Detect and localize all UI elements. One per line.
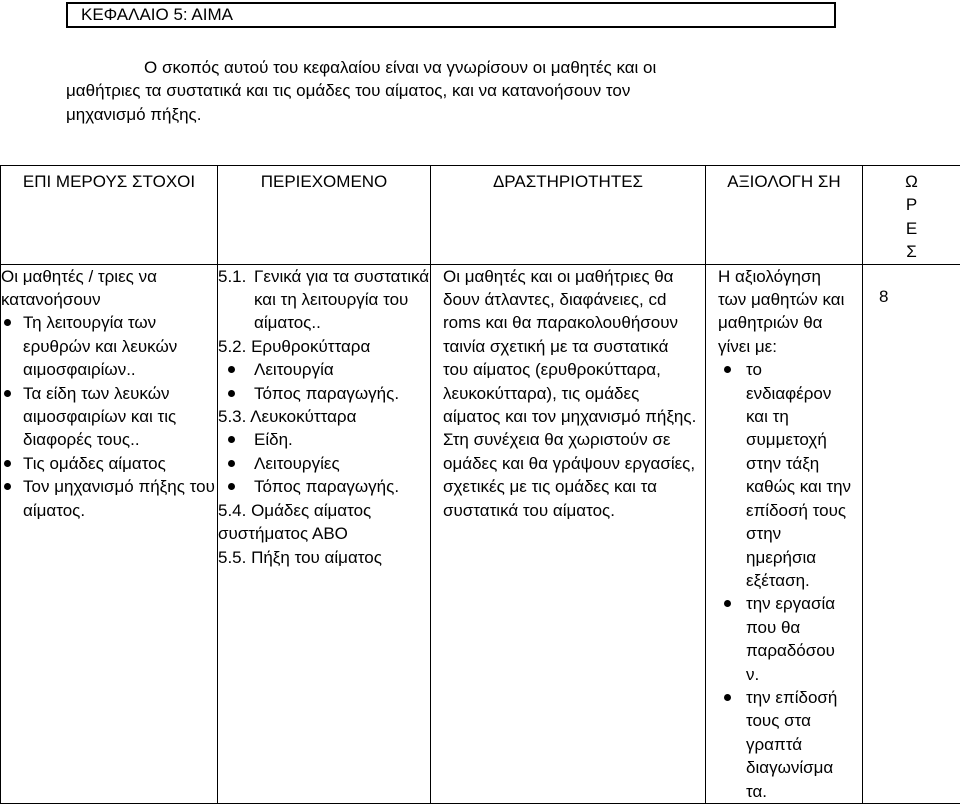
content-section-3: 5.3. Λευκοκύτταρα xyxy=(218,405,430,428)
activities-text: Οι μαθητές και οι μαθήτριες θα δουν άτλαντες, διαφάνειες, cd roms και θα παρακολουθήσουν ταινία σχετική με τα συστατικά του αίματος (ερυθροκύτταρα, λευκοκύτταρα), τις ομάδες αίματος και τον μηχανισμό πήξης. Στη συνέχεια θα χωριστούν σε ομάδες και θα γράψουν εργασίες, σχετικές με τις ομάδες και τα συστατικά του αίματος. xyxy=(443,265,697,522)
list-item: Τόπος παραγωγής. xyxy=(218,475,430,498)
objectives-cell xyxy=(1,264,218,803)
hours-value: 8 xyxy=(879,287,888,306)
table-header-row xyxy=(1,166,960,265)
intro-line-1: Ο σκοπός αυτού του κεφαλαίου είναι να γνωρίσουν οι μαθητές και οι xyxy=(66,56,828,79)
assessment-intro: Η αξιολόγηση των μαθητών και μαθητριών θα γίνει με: xyxy=(718,265,852,359)
intro-line-3: μηχανισμό πήξης. xyxy=(66,103,828,126)
header-activities: ΔΡΑΣΤΗΡΙΟΤΗΤΕΣ xyxy=(431,166,706,265)
chapter-intro xyxy=(66,56,828,126)
hours-cell xyxy=(863,264,960,803)
list-item: το ενδιαφέρον και τη συμμετοχή στην τάξη καθώς και την επίδοσή τους στην ημερήσια εξέταση. xyxy=(718,358,852,592)
list-item: Τόπος παραγωγής. xyxy=(218,382,430,405)
chapter-title: ΚΕΦΑΛΑΙΟ 5: ΑΙΜΑ xyxy=(66,2,836,28)
content-section-2-list xyxy=(218,358,430,405)
content-section-3-list xyxy=(218,428,430,498)
assessment-list xyxy=(718,358,852,803)
objectives-list xyxy=(1,311,217,522)
list-item: την εργασία που θα παραδόσου ν. xyxy=(718,592,852,686)
list-item: την επίδοσή τους στα γραπτά διαγωνίσμα τα. xyxy=(718,686,852,803)
activities-cell xyxy=(431,264,706,803)
assessment-cell xyxy=(706,264,863,803)
header-assessment: ΑΞΙΟΛΟΓΗ ΣΗ xyxy=(706,166,863,265)
content-section-4: 5.4. Ομάδες αίματος συστήματος ΑΒΟ xyxy=(218,499,430,546)
lesson-plan-table xyxy=(0,165,960,804)
objectives-intro: Οι μαθητές / τριες να κατανοήσουν xyxy=(1,265,217,312)
list-item: Τη λειτουργία των ερυθρών και λευκών αιμοσφαιρίων.. xyxy=(1,311,217,381)
list-item: Λειτουργίες xyxy=(218,452,430,475)
header-content: ΠΕΡΙΕΧΟΜΕΝΟ xyxy=(218,166,431,265)
intro-line-2: μαθήτριες τα συστατικά και τις ομάδες του αίματος, και να κατανοήσουν τον xyxy=(66,79,828,102)
header-objectives: ΕΠΙ ΜΕΡΟΥΣ ΣΤΟΧΟΙ xyxy=(1,166,218,265)
list-item: Τον μηχανισμό πήξης του αίματος. xyxy=(1,475,217,522)
table-row xyxy=(1,264,960,803)
list-item: Τα είδη των λευκών αιμοσφαιρίων και τις διαφορές τους.. xyxy=(1,382,217,452)
list-item: Είδη. xyxy=(218,428,430,451)
content-section-2: 5.2. Ερυθροκύτταρα xyxy=(218,335,430,358)
list-item: Λειτουργία xyxy=(218,358,430,381)
header-hours: Ω Ρ Ε Σ xyxy=(863,166,960,265)
content-section-1: 5.1. Γενικά για τα συστατικά και τη λειτουργία του αίματος.. xyxy=(218,265,430,335)
content-section-5: 5.5. Πήξη του αίματος xyxy=(218,546,430,569)
content-cell xyxy=(218,264,431,803)
list-item: Τις ομάδες αίματος xyxy=(1,452,217,475)
